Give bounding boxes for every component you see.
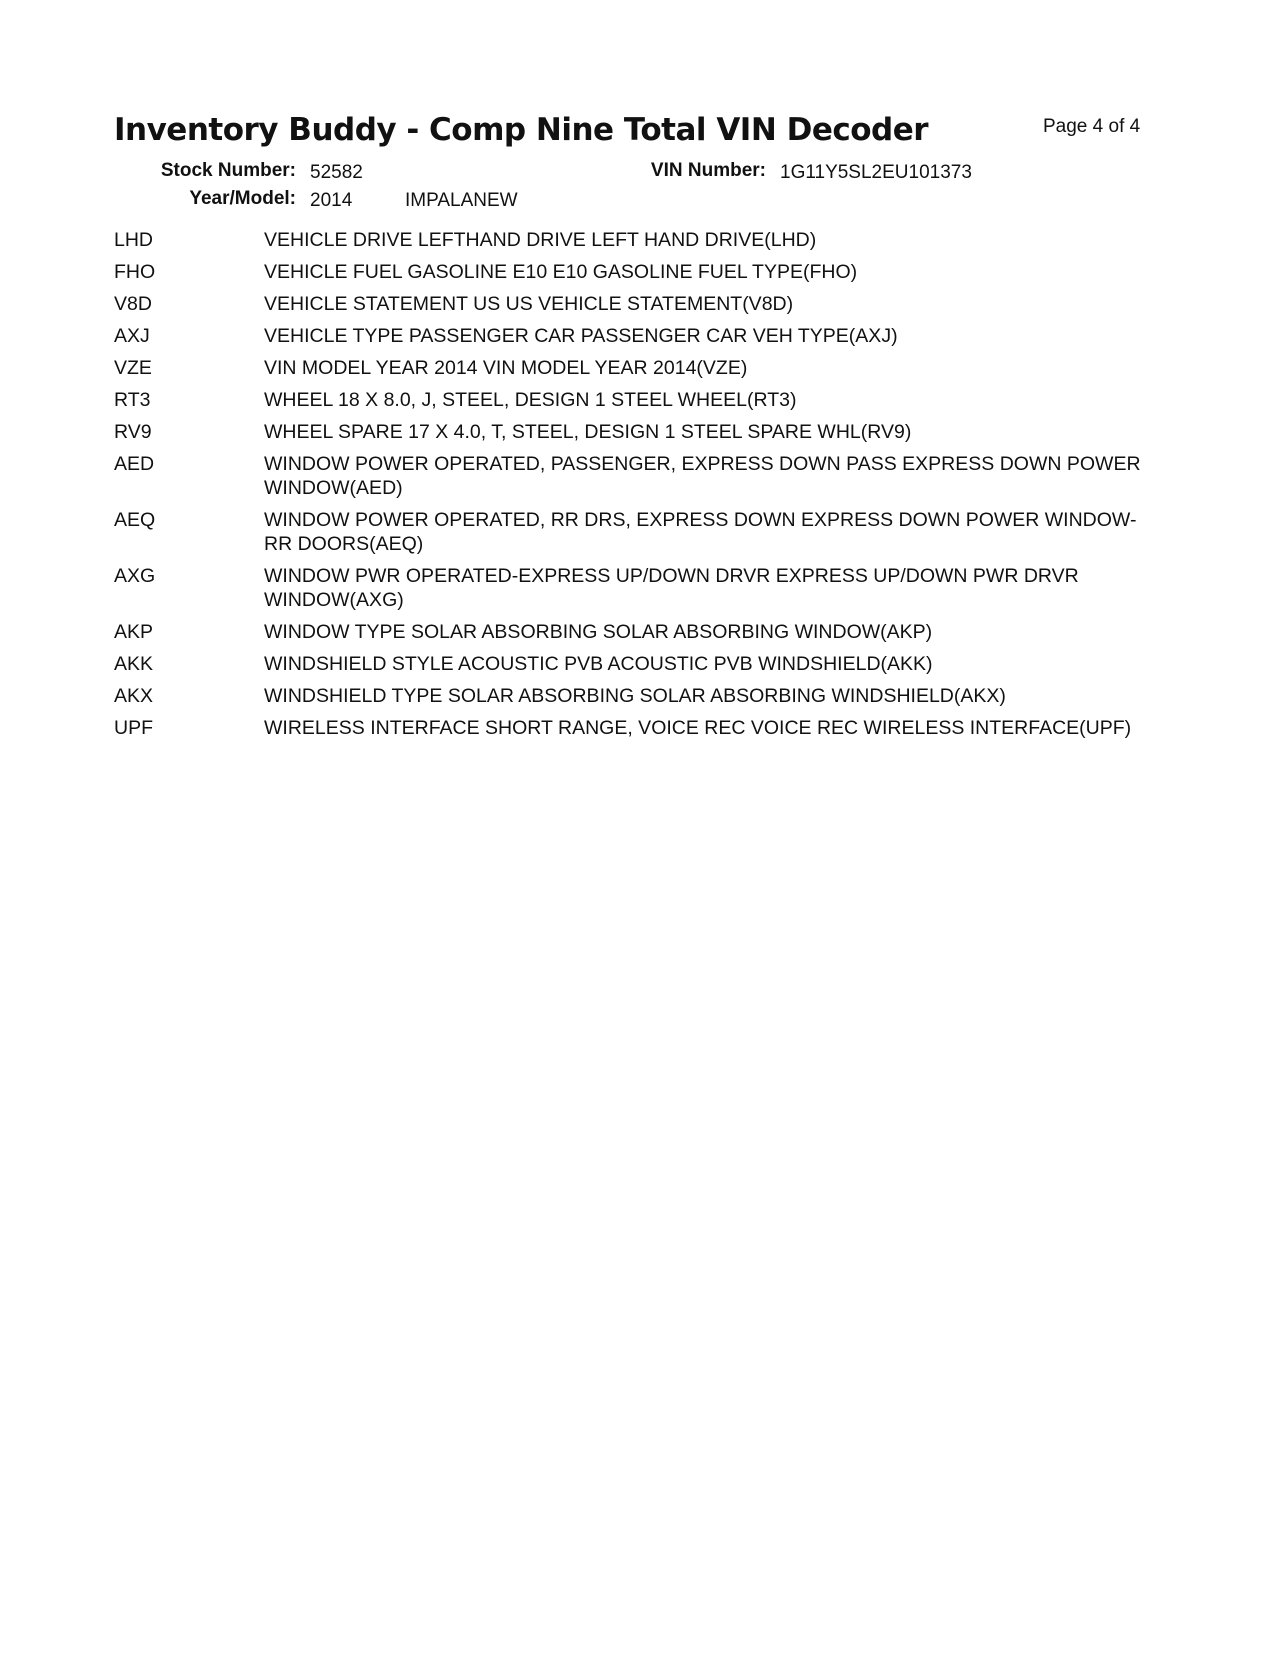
- option-row: [114, 620, 1174, 644]
- option-description: VIN MODEL YEAR 2014 VIN MODEL YEAR 2014(VZE): [264, 357, 748, 379]
- vin-number-value: 1G11Y5SL2EU101373: [780, 162, 972, 183]
- option-description: WHEEL 18 X 8.0, J, STEEL, DESIGN 1 STEEL WHEEL(RT3): [264, 389, 797, 411]
- option-description: VEHICLE FUEL GASOLINE E10 E10 GASOLINE FUEL TYPE(FHO): [264, 261, 858, 283]
- option-row: [114, 564, 1174, 612]
- option-row: [114, 420, 1174, 444]
- option-code: RT3: [114, 389, 151, 411]
- option-code: VZE: [114, 357, 152, 379]
- option-code: UPF: [114, 717, 153, 739]
- option-description: VEHICLE DRIVE LEFTHAND DRIVE LEFT HAND DRIVE(LHD): [264, 229, 817, 251]
- option-row: [114, 292, 1174, 316]
- option-code: AKP: [114, 621, 154, 643]
- option-row: [114, 324, 1174, 348]
- option-code: RV9: [114, 421, 152, 443]
- option-code: AEQ: [114, 509, 156, 531]
- option-description: WIRELESS INTERFACE SHORT RANGE, VOICE REC VOICE REC WIRELESS INTERFACE(UPF): [264, 717, 1132, 739]
- page-number: Page 4 of 4: [1043, 116, 1141, 137]
- option-code: LHD: [114, 229, 154, 251]
- option-description: WINDOW POWER OPERATED, PASSENGER, EXPRESS DOWN PASS EXPRESS DOWN POWER WINDOW(AED): [264, 453, 1141, 499]
- option-code: AXJ: [114, 325, 150, 347]
- page-title: Inventory Buddy - Comp Nine Total VIN Decoder: [114, 112, 929, 148]
- option-description: WINDSHIELD TYPE SOLAR ABSORBING SOLAR ABSORBING WINDSHIELD(AKX): [264, 685, 1006, 707]
- option-description: WINDSHIELD STYLE ACOUSTIC PVB ACOUSTIC PVB WINDSHIELD(AKK): [264, 653, 933, 675]
- option-description: WINDOW PWR OPERATED-EXPRESS UP/DOWN DRVR EXPRESS UP/DOWN PWR DRVR WINDOW(AXG): [264, 565, 1079, 611]
- option-row: [114, 652, 1174, 676]
- option-description: WINDOW TYPE SOLAR ABSORBING SOLAR ABSORBING WINDOW(AKP): [264, 621, 933, 643]
- option-description: VEHICLE STATEMENT US US VEHICLE STATEMENT(V8D): [264, 293, 794, 315]
- option-code-list: [114, 228, 1174, 748]
- option-row: [114, 260, 1174, 284]
- option-code: AED: [114, 453, 155, 475]
- option-description: VEHICLE TYPE PASSENGER CAR PASSENGER CAR VEH TYPE(AXJ): [264, 325, 898, 347]
- option-row: [114, 388, 1174, 412]
- year-value: 2014: [310, 190, 353, 211]
- option-row: [114, 684, 1174, 708]
- option-row: [114, 356, 1174, 380]
- stock-number-value: 52582: [310, 162, 363, 183]
- option-row: [114, 228, 1174, 252]
- option-code: AXG: [114, 565, 156, 587]
- model-value: IMPALANEW: [405, 190, 518, 211]
- option-description: WINDOW POWER OPERATED, RR DRS, EXPRESS DOWN EXPRESS DOWN POWER WINDOW-RR DOORS(AEQ): [264, 509, 1137, 555]
- option-code: V8D: [114, 293, 152, 315]
- option-row: [114, 716, 1174, 740]
- option-code: FHO: [114, 261, 156, 283]
- stock-number-label: Stock Number:: [160, 160, 296, 181]
- option-code: AKX: [114, 685, 154, 707]
- option-row: [114, 508, 1174, 556]
- year-model-label: Year/Model:: [189, 188, 296, 209]
- option-row: [114, 452, 1174, 500]
- option-description: WHEEL SPARE 17 X 4.0, T, STEEL, DESIGN 1 STEEL SPARE WHL(RV9): [264, 421, 912, 443]
- vin-number-label: VIN Number:: [650, 160, 766, 181]
- option-code: AKK: [114, 653, 154, 675]
